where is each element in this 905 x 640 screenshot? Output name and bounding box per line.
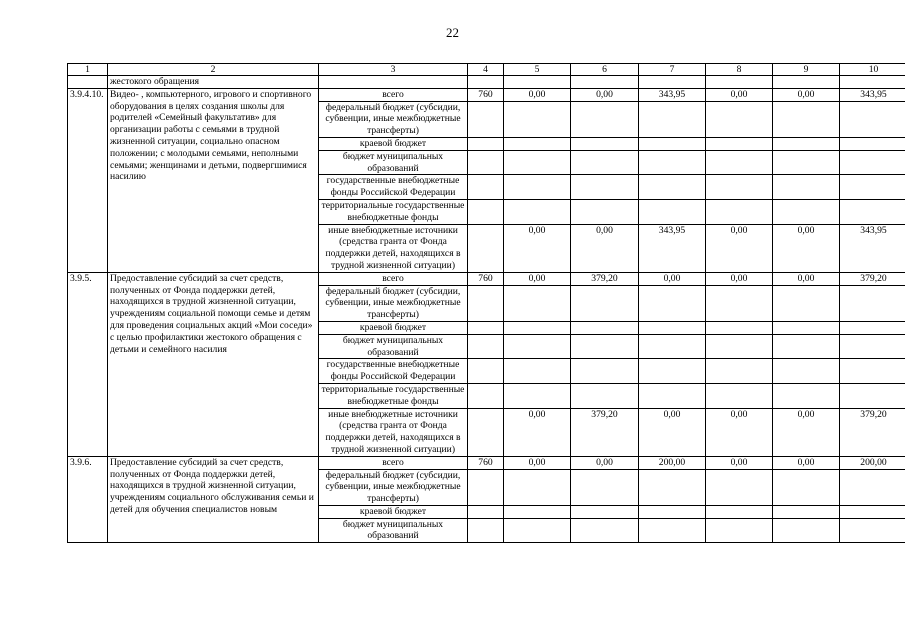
col-header: 1 xyxy=(68,64,108,76)
source-label: всего xyxy=(319,456,468,469)
item-name: жестокого обращения xyxy=(108,76,319,89)
value-cell: 0,00 xyxy=(504,272,571,285)
source-label: иные внебюджетные источники (средства гранта от Фонда поддержки детей, находящихся в трудной жизненной ситуации) xyxy=(319,408,468,456)
table-row xyxy=(68,272,905,285)
col-header: 5 xyxy=(504,64,571,76)
source-label: иные внебюджетные источники (средства гранта от Фонда поддержки детей, находящихся в трудной жизненной ситуации) xyxy=(319,224,468,272)
source-label: федеральный бюджет (субсидии, субвенции, иные межбюджетные трансферты) xyxy=(319,469,468,505)
source-label: всего xyxy=(319,88,468,101)
value-cell: 200,00 xyxy=(639,456,706,469)
value-cell: 343,95 xyxy=(840,88,905,101)
item-code: 3.9.4.10. xyxy=(68,88,108,272)
source-label: всего xyxy=(319,272,468,285)
col-header: 8 xyxy=(706,64,773,76)
col-header: 9 xyxy=(773,64,840,76)
value-cell: 0,00 xyxy=(706,456,773,469)
code-cell: 760 xyxy=(468,456,504,469)
value-cell: 0,00 xyxy=(706,272,773,285)
value-cell: 0,00 xyxy=(773,88,840,101)
source-label: бюджет муниципальных образований xyxy=(319,150,468,175)
source-label: государственные внебюджетные фонды Российской Федерации xyxy=(319,175,468,200)
col-header: 2 xyxy=(108,64,319,76)
value-cell: 343,95 xyxy=(639,224,706,272)
source-label: краевой бюджет xyxy=(319,321,468,334)
value-cell: 0,00 xyxy=(773,224,840,272)
item-name: Предоставление субсидий за счет средств, полученных от Фонда поддержки детей, находящихся в трудной жизненной ситуации, учреждениям социальной помощи семье и детям для проведения социальных акций «Мои соседи» с целью профилактики жестокого обращения с детьми и семейного насилия xyxy=(108,272,319,456)
item-name: Предоставление субсидий за счет средств, полученных от Фонда поддержки детей, находящихся в трудной жизненной ситуации, учреждениям социального обслуживания семьи и детей для обучения специалистов новым xyxy=(108,456,319,543)
page-number: 22 xyxy=(446,25,459,40)
source-label: государственные внебюджетные фонды Российской Федерации xyxy=(319,359,468,384)
code-cell: 760 xyxy=(468,88,504,101)
value-cell: 0,00 xyxy=(571,88,639,101)
value-cell: 343,95 xyxy=(639,88,706,101)
value-cell: 0,00 xyxy=(773,272,840,285)
value-cell: 379,20 xyxy=(571,408,639,456)
value-cell: 0,00 xyxy=(706,224,773,272)
table-row xyxy=(68,76,905,89)
source-label: федеральный бюджет (субсидии, субвенции, иные межбюджетные трансферты) xyxy=(319,285,468,321)
value-cell: 379,20 xyxy=(571,272,639,285)
value-cell: 0,00 xyxy=(571,456,639,469)
budget-table xyxy=(67,63,905,543)
value-cell: 200,00 xyxy=(840,456,905,469)
value-cell: 0,00 xyxy=(504,224,571,272)
value-cell: 0,00 xyxy=(504,456,571,469)
source-label: бюджет муниципальных образований xyxy=(319,334,468,359)
code-cell: 760 xyxy=(468,272,504,285)
header-row xyxy=(68,64,905,76)
table-row xyxy=(68,88,905,101)
item-code: 3.9.5. xyxy=(68,272,108,456)
source-label: бюджет муниципальных образований xyxy=(319,518,468,543)
value-cell: 0,00 xyxy=(706,408,773,456)
value-cell: 0,00 xyxy=(773,456,840,469)
value-cell: 343,95 xyxy=(840,224,905,272)
value-cell: 0,00 xyxy=(504,408,571,456)
col-header: 6 xyxy=(571,64,639,76)
value-cell: 0,00 xyxy=(773,408,840,456)
value-cell: 0,00 xyxy=(706,88,773,101)
col-header: 3 xyxy=(319,64,468,76)
value-cell: 0,00 xyxy=(571,224,639,272)
item-code: 3.9.6. xyxy=(68,456,108,543)
col-header: 4 xyxy=(468,64,504,76)
source-label: территориальные государственные внебюджетные фонды xyxy=(319,383,468,408)
table-row xyxy=(68,456,905,469)
source-label: краевой бюджет xyxy=(319,137,468,150)
item-name: Видео- , компьютерного, игрового и спортивного оборудования в целях создания школы для родителей «Семейный факультатив» для организации работы с семьями в трудной жизненной ситуации, социально опасном положении; с молодыми семьями, неполными семьями; женщинами и детьми, подвергшимися насилию xyxy=(108,88,319,272)
source-label: краевой бюджет xyxy=(319,505,468,518)
col-header: 7 xyxy=(639,64,706,76)
value-cell: 0,00 xyxy=(504,88,571,101)
source-label: территориальные государственные внебюджетные фонды xyxy=(319,199,468,224)
value-cell: 0,00 xyxy=(639,272,706,285)
source-label: федеральный бюджет (субсидии, субвенции, иные межбюджетные трансферты) xyxy=(319,101,468,137)
value-cell: 379,20 xyxy=(840,408,905,456)
value-cell: 0,00 xyxy=(639,408,706,456)
col-header: 10 xyxy=(840,64,905,76)
value-cell: 379,20 xyxy=(840,272,905,285)
